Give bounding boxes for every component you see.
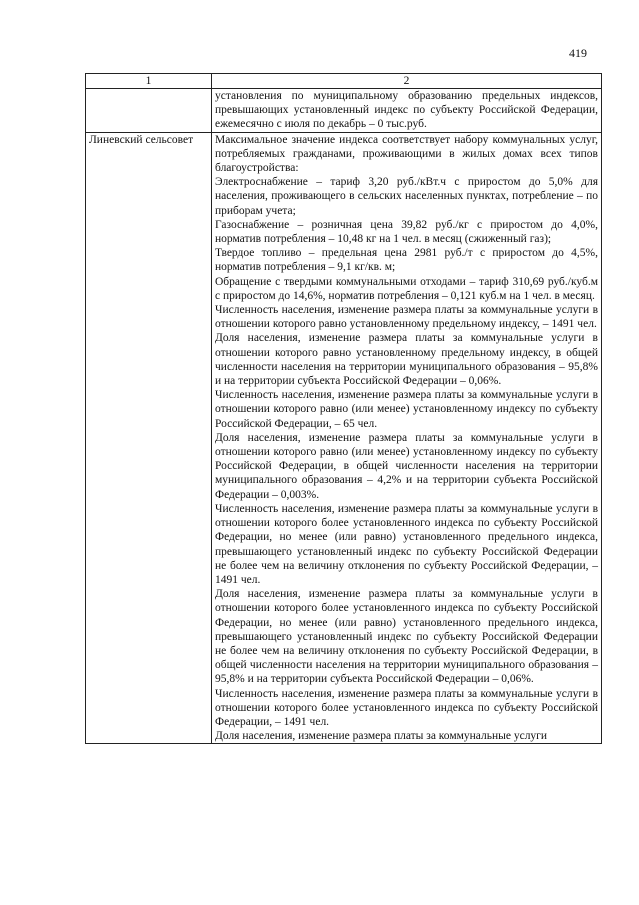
paragraph: Обращение с твердыми коммунальными отходами – тариф 310,69 руб./куб.м с приростом до 14,6%, норматив потребления – 0,121 куб.м на 1 чел. в месяц. — [215, 275, 598, 302]
continuation-cell — [212, 89, 602, 133]
paragraph: Максимальное значение индекса соответствует набору коммунальных услуг, потребляемых гражданами, проживающими в жилых домах всех типов благоустройства: — [215, 133, 598, 175]
paragraph: Численность населения, изменение размера платы за коммунальные услуги в отношении которого равно установленному предельному индексу, – 1491 чел. — [215, 304, 598, 331]
continuation-text: установления по муниципальному образованию предельных индексов, превышающих установленный индекс по субъекту Российской Федерации, ежемесячно с июля по декабрь – 0 тыс.руб. — [215, 90, 598, 131]
paragraph: Доля населения, изменение размера платы за коммунальные услуги в отношении которого равно установленному предельному индексу, в общей численности населения на территории муниципального образования – 95,8% и на территории субъекта Российской Федерации – 0,06%. — [215, 332, 598, 388]
table-header-row — [86, 74, 602, 89]
column-header-2: 2 — [212, 74, 602, 89]
paragraph: Газоснабжение – розничная цена 39,82 руб./кг с приростом до 4,0%, норматив потребления – 10,48 кг на 1 чел. в месяц (сжиженный газ); — [215, 218, 598, 246]
paragraph: Численность населения, изменение размера платы за коммунальные услуги в отношении которого равно (или менее) установленному индексу по субъекту Российской Федерации, – 65 чел. — [215, 389, 598, 430]
empty-cell — [86, 89, 212, 133]
municipality-name: Линевский сельсовет — [86, 132, 212, 744]
paragraph: Численность населения, изменение размера платы за коммунальные услуги в отношении которого более установленного индекса по субъекту Российской Федерации, но менее (или равно) установленного предельного индекса, превышающего установленный индекс по субъекту Российской Федерации не более чем на величину отклонения по субъекту Российской Федерации, – 1491 чел. — [215, 502, 598, 586]
page-number: 419 — [569, 46, 587, 60]
paragraph: Численность населения, изменение размера платы за коммунальные услуги в отношении которого более установленного индекса по субъекту Российской Федерации, – 1491 чел. — [215, 687, 598, 728]
paragraph: Твердое топливо – предельная цена 2981 руб./т с приростом до 4,5%, норматив потребления – 9,1 кг/кв. м; — [215, 247, 598, 274]
paragraph: Доля населения, изменение размера платы за коммунальные услуги в отношении которого равно (или менее) установленному индексу по субъекту Российской Федерации, в общей численности населения на территории муниципального образования – 4,2% и на территории субъекта Российской Федерации – 0,003%. — [215, 431, 598, 501]
paragraph: Электроснабжение – тариф 3,20 руб./кВт.ч с приростом до 5,0% для населения, проживающего в сельских населенных пунктах, потребление – по приборам учета; — [215, 176, 598, 217]
indicator-description-cell — [212, 132, 602, 744]
document-table — [85, 73, 602, 744]
paragraph: Доля населения, изменение размера платы за коммунальные услуги в отношении которого более установленного индекса по субъекту Российской Федерации, но менее (или равно) установленного предельного индекса, превышающего установленный индекс по субъекту Российской Федерации не более чем на величину отклонения по субъекту Российской Федерации, в общей численности населения на территории муниципального образования – 95,8% и на территории субъекта Российской Федерации – 0,06%. — [215, 588, 598, 686]
table-row-municipality — [86, 132, 602, 744]
column-header-1: 1 — [86, 74, 212, 89]
paragraph: Доля населения, изменение размера платы за коммунальные услуги — [215, 730, 548, 743]
table-row-continuation — [86, 89, 602, 133]
